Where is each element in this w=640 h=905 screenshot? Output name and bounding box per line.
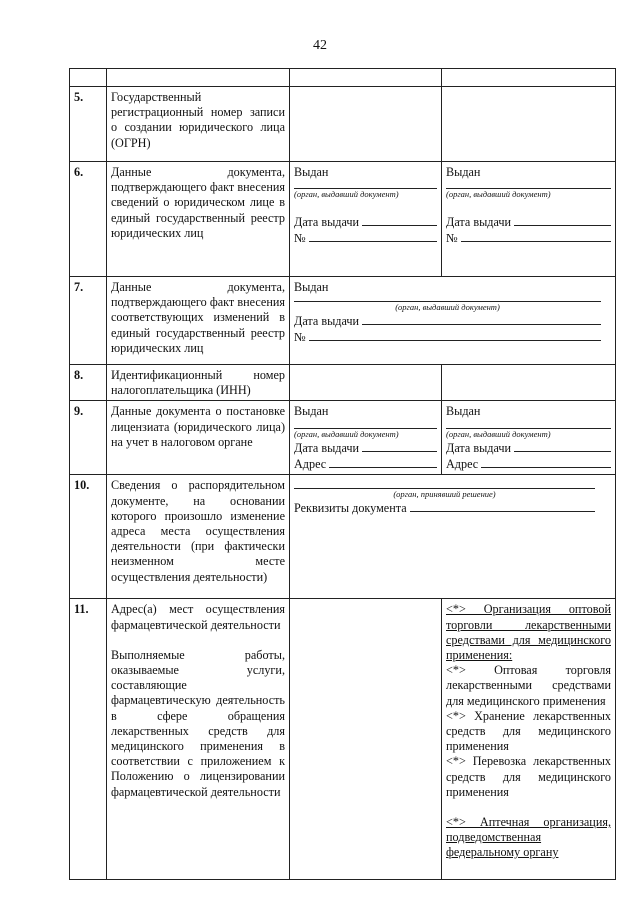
value-cell[interactable] — [290, 365, 442, 401]
row-label: Данные документа, подтверждающего факт внесения сведений о юридическом лице в единый государственный реестр юридических лиц — [107, 162, 290, 277]
date-label: Дата выдачи — [294, 314, 360, 329]
issued-cell — [290, 401, 442, 475]
date-line[interactable] — [514, 440, 611, 452]
issuer-caption: (орган, выдавший документ) — [446, 189, 551, 200]
decision-cell — [290, 475, 616, 599]
issuer-caption: (орган, выдавший документ) — [294, 189, 399, 200]
table-row-5 — [70, 87, 616, 162]
header-cell — [70, 69, 107, 87]
application-form-table — [69, 68, 616, 880]
number-label: № — [446, 231, 458, 246]
issued-cell-wide — [290, 277, 616, 365]
address-line[interactable] — [481, 456, 611, 468]
date-label: Дата выдачи — [294, 215, 360, 230]
issued-cell — [290, 162, 442, 277]
row-label: Данные документа о постановке лицензиата (юридического лица) на учет в налоговом органе — [107, 401, 290, 475]
services-cell — [442, 599, 616, 880]
date-line[interactable] — [514, 214, 611, 226]
number-label: № — [294, 330, 306, 345]
row-label: Данные документа, подтверждающего факт внесения соответствующих изменений в единый государственный реестр юридических лиц — [107, 277, 290, 365]
service-storage[interactable]: <*> Хранение лекарственных средств для медицинского применения — [446, 708, 611, 754]
row-number: 7. — [70, 277, 107, 365]
date-label: Дата выдачи — [446, 215, 512, 230]
value-cell[interactable] — [442, 87, 616, 162]
issuer-line[interactable] — [294, 180, 437, 189]
table-row-7 — [70, 277, 616, 365]
address-label: Адрес — [294, 456, 327, 471]
table-header-row — [70, 69, 616, 87]
issuer-caption: (орган, выдавший документ) — [395, 302, 500, 313]
works-label: Выполняемые работы, оказываемые услуги, составляющие фармацевтическую деятельность в сфере обращения лекарственных средств для медицинского применения в соответствии с приложением к Положению о лицензировании фармацевтической деятельности — [111, 647, 285, 799]
header-cell — [442, 69, 616, 87]
table-row-11 — [70, 599, 616, 880]
number-label: № — [294, 231, 306, 246]
service-wholesale-org[interactable]: <*> Организация оптовой торговли лекарственными средствами для медицинского применения: — [446, 602, 611, 663]
issued-cell — [442, 162, 616, 277]
table-row-9 — [70, 401, 616, 475]
table-row-10 — [70, 475, 616, 599]
requisites-label: Реквизиты документа — [294, 501, 407, 516]
row-number: 5. — [70, 87, 107, 162]
row-number: 8. — [70, 365, 107, 401]
address-value-cell[interactable] — [290, 599, 442, 880]
issuer-caption: (орган, выдавший документ) — [446, 428, 551, 439]
decision-caption: (орган, принявший решение) — [393, 489, 496, 500]
issuer-caption: (орган, выдавший документ) — [294, 428, 399, 439]
header-cell — [290, 69, 442, 87]
service-pharmacy-org[interactable]: <*> Аптечная организация, подведомственная федеральному органу — [446, 815, 611, 860]
issued-cell — [442, 401, 616, 475]
service-transport[interactable]: <*> Перевозка лекарственных средств для медицинского применения — [446, 754, 611, 799]
table-row-8 — [70, 365, 616, 401]
requisites-line[interactable] — [410, 500, 595, 512]
issued-label: Выдан — [294, 280, 329, 294]
number-line[interactable] — [461, 230, 611, 242]
date-line[interactable] — [362, 313, 601, 325]
address-label: Адрес(а) мест осуществления фармацевтической деятельности — [111, 602, 285, 632]
date-line[interactable] — [362, 440, 437, 452]
row-number: 10. — [70, 475, 107, 599]
row-number: 11. — [70, 599, 107, 880]
issued-label: Выдан — [294, 165, 329, 179]
row-label: Сведения о распорядительном документе, на основании которого произошло изменение адреса места осуществления деятельности (при фактически неизменном месте осуществления деятельности) — [107, 475, 290, 599]
number-line[interactable] — [309, 230, 437, 242]
address-label: Адрес — [446, 456, 479, 471]
date-label: Дата выдачи — [294, 440, 360, 455]
issuer-line[interactable] — [294, 420, 437, 429]
header-cell — [107, 69, 290, 87]
issued-label: Выдан — [294, 404, 329, 419]
row-label — [107, 599, 290, 880]
page-number: 42 — [313, 38, 327, 53]
row-number: 9. — [70, 401, 107, 475]
table-row-6 — [70, 162, 616, 277]
service-wholesale-trade[interactable]: <*> Оптовая торговля лекарственными средствами для медицинского применения — [446, 663, 611, 708]
issuer-line[interactable] — [446, 420, 611, 429]
address-line[interactable] — [329, 456, 437, 468]
issued-label: Выдан — [446, 165, 481, 179]
number-line[interactable] — [309, 329, 601, 341]
value-cell[interactable] — [290, 87, 442, 162]
issued-label: Выдан — [446, 404, 481, 419]
row-label: Государственный регистрационный номер записи о создании юридического лица (ОГРН) — [107, 87, 290, 162]
date-line[interactable] — [362, 214, 437, 226]
date-label: Дата выдачи — [446, 440, 512, 455]
issuer-line[interactable] — [446, 180, 611, 189]
issuer-line[interactable] — [294, 295, 601, 302]
row-label: Идентификационный номер налогоплательщика (ИНН) — [107, 365, 290, 401]
decision-body-line[interactable] — [294, 478, 595, 489]
row-number: 6. — [70, 162, 107, 277]
value-cell[interactable] — [442, 365, 616, 401]
